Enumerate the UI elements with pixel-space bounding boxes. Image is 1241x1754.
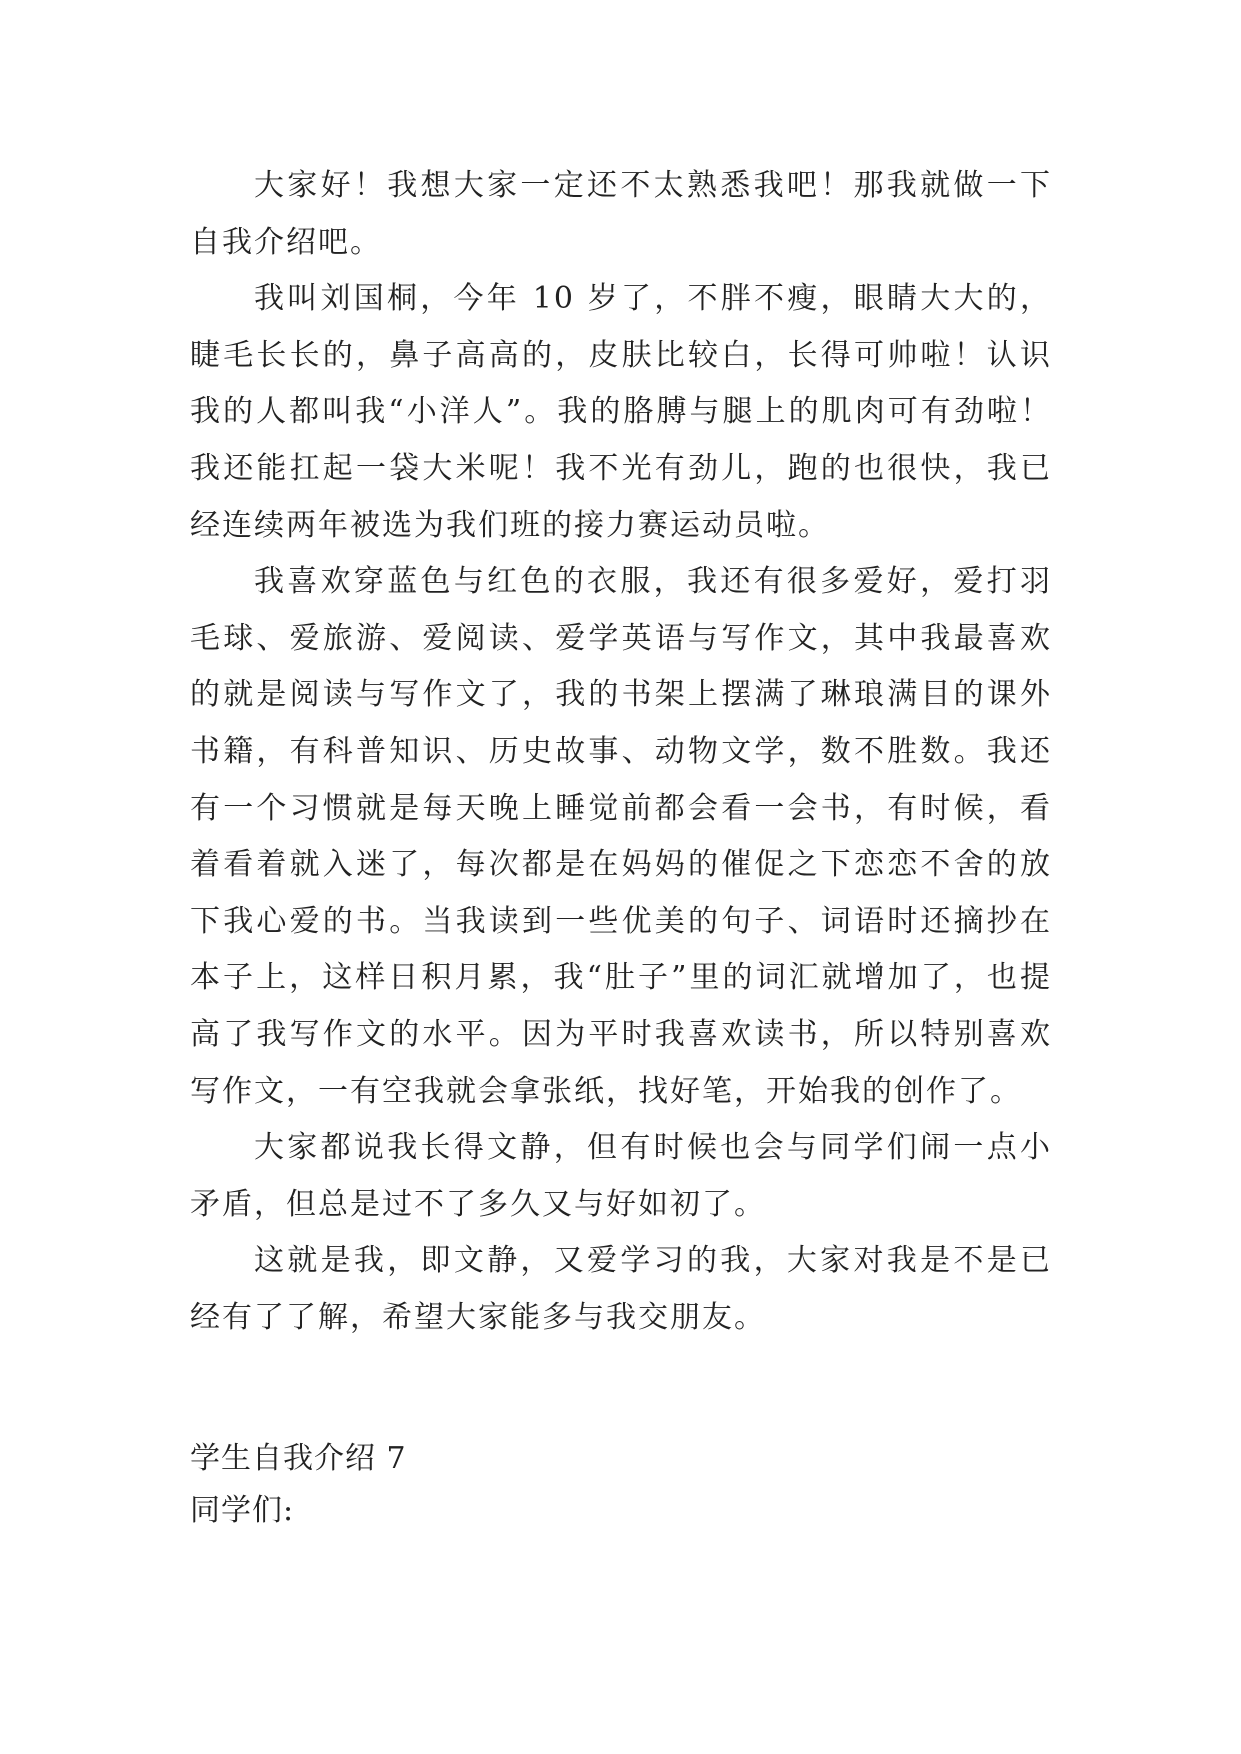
- next-section: [190, 1433, 1052, 1537]
- paragraph-closing: 这就是我，即文静，又爱学习的我，大家对我是不是已经有了了解，希望大家能多与我交朋友。: [190, 1243, 1052, 1335]
- paragraph-greeting: 大家好！我想大家一定还不太熟悉我吧！那我就做一下自我介绍吧。: [190, 168, 1052, 260]
- paragraph-personality: 大家都说我长得文静，但有时候也会与同学们闹一点小矛盾，但总是过不了多久又与好如初了。: [190, 1130, 1052, 1222]
- document-body: [190, 158, 1052, 1346]
- section-title: 学生自我介绍 7: [190, 1441, 407, 1476]
- paragraph-appearance: 我叫刘国桐，今年 10 岁了，不胖不瘦，眼睛大大的，睫毛长长的，鼻子高高的，皮肤比较白，长得可帅啦！认识我的人都叫我“小洋人”。我的胳膊与腿上的肌肉可有劲啦！我还能扛起一袋大米呢！我不光有劲儿，跑的也很快，我已经连续两年被选为我们班的接力赛运动员啦。: [190, 281, 1052, 543]
- salutation: 同学们:: [190, 1493, 295, 1528]
- paragraph-hobbies: 我喜欢穿蓝色与红色的衣服，我还有很多爱好，爱打羽毛球、爱旅游、爱阅读、爱学英语与写作文，其中我最喜欢的就是阅读与写作文了，我的书架上摆满了琳琅满目的课外书籍，有科普知识、历史故事、动物文学，数不胜数。我还有一个习惯就是每天晚上睡觉前都会看一会书，有时候，看着看着就入迷了，每次都是在妈妈的催促之下恋恋不舍的放下我心爱的书。当我读到一些优美的句子、词语时还摘抄在本子上，这样日积月累，我“肚子”里的词汇就增加了，也提高了我写作文的水平。因为平时我喜欢读书，所以特别喜欢写作文，一有空我就会拿张纸，找好笔，开始我的创作了。: [190, 564, 1052, 1109]
